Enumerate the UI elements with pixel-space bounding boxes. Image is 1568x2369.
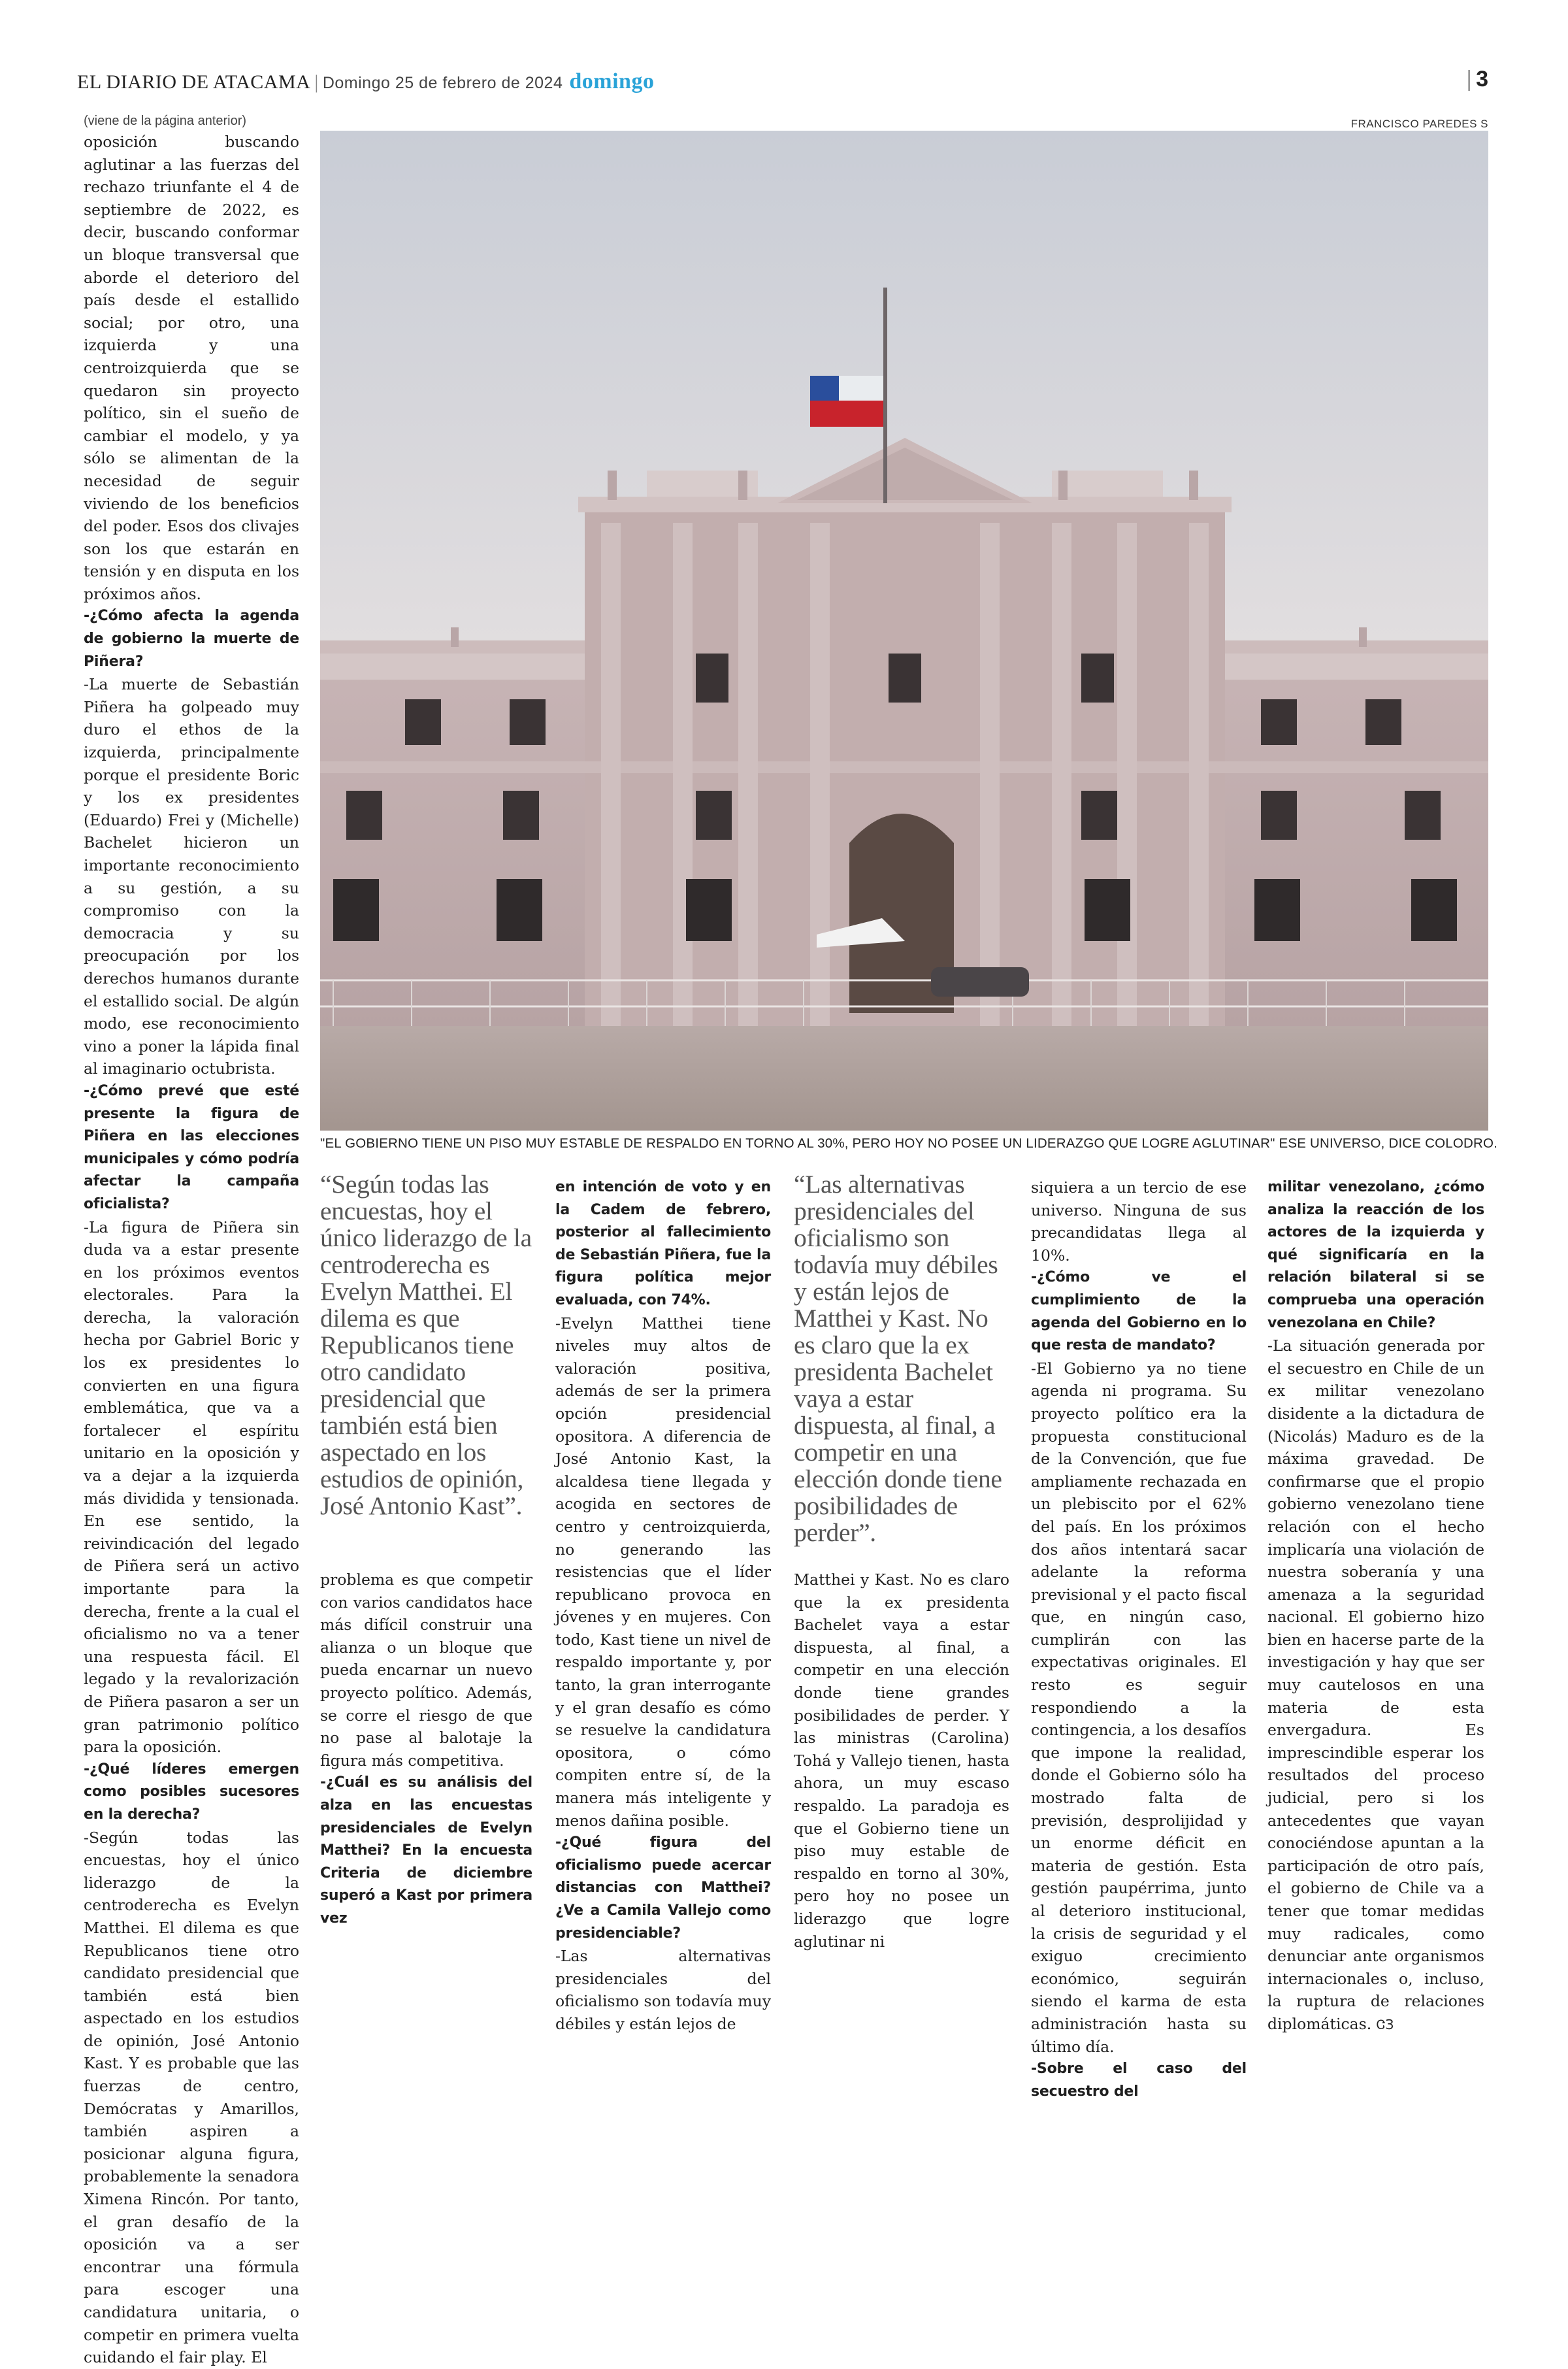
interview-question: en intención de voto y en la Cadem de febrero, posterior al fallecimiento de Sebastián Piñera, fue la figura política mejor evaluada, con 74%. — [555, 1179, 771, 1308]
article-column-5 — [1031, 1176, 1247, 2103]
end-of-article-mark: ᏣЗ — [1376, 2016, 1394, 2032]
interview-question: -¿Cuál es su análisis del alza en las encuestas presidenciales de Evelyn Matthei? En la encuesta Criteria de diciembre superó a Kast por primera vez — [320, 1774, 532, 1927]
paragraph — [1267, 1334, 1484, 2036]
photo-credit: FRANCISCO PAREDES S — [1350, 118, 1488, 130]
page-header — [77, 67, 1488, 97]
interview-question: -¿Cómo afecta la agenda de gobierno la muerte de Piñera? — [84, 608, 299, 670]
paragraph: -Según todas las encuestas, hoy el único liderazgo de la centroderecha es Evelyn Matthei. El dilema es que Republicanos tiene otro candidato presidencial que también está bien aspectado en los estudios de opinión, José Antonio Kast. Y es probable que las fuerzas de centro, Demócratas y Amarillos, también aspiren a posicionar alguna figura, probablemente la senadora Ximena Rincón. Por tanto, el gran desafío de la oposición va a ser encontrar una fórmula para escoger una candidatura unitaria, o competir en primera vuelta cuidando el fair play. El — [84, 1828, 299, 2367]
interview-question: -¿Qué líderes emergen como posibles sucesores en la derecha? — [84, 1761, 299, 1823]
continued-note: (viene de la página anterior) — [84, 114, 247, 128]
article-column-4 — [794, 1568, 1009, 1953]
paragraph: problema es que competir con varios candidatos hace más difícil construir una alianza o un bloque que pueda encarnar un nuevo proyecto político. Además, se corre el riesgo de que no pase al balotaje la figura más competitiva. — [320, 1570, 532, 1770]
publication-name: EL DIARIO DE ATACAMA — [77, 71, 311, 93]
article-column-6 — [1267, 1176, 1484, 2036]
interview-question: militar venezolano, ¿cómo analiza la reacción de los actores de la izquierda y qué significaría en la relación bilateral si se comprueba una operación venezolana en Chile? — [1267, 1179, 1484, 1331]
pull-quote-right: “Las alternativas presidenciales del oficialismo son todavía muy débiles y están lejos de Matthei y Kast. No es claro que la ex presidenta Bachelet vaya a estar dispuesta, al final, a competir en una elección donde tiene posibilidades de perder”. — [794, 1170, 1002, 1547]
paragraph: oposición buscando aglutinar a las fuerzas del rechazo triunfante el 4 de septiembre de 2022, es decir, buscando conformar un bloque transversal que aborde el deterioro del país desde el estallido social; por otro, una izquierda y una centroizquierda que se quedaron sin proyecto político, sin el sueño de cambiar el modelo, y ya sólo se alimentan de la necesidad de seguir viviendo de los beneficios del poder. Esos dos clivajes son los que estarán en tensión y en disputa en los próximos años. — [84, 133, 299, 603]
article-column-3 — [555, 1176, 771, 2036]
paragraph-text: -La situación generada por el secuestro en Chile de un ex militar venezolano disidente a la dictadura de (Nicolás) Maduro es de la máxima gravedad. De confirmarse que el propio gobierno venezolano tiene relación con el hecho implicaría una violación de nuestra soberanía y una amenaza a la seguridad nacional. El gobierno hizo bien en hacerse parte de la investigación y hay que ser muy cautelosos en una materia de esta envergadura. Es imprescindible esperar los resultados del proceso judicial, pero si los antecedentes que vayan conociéndose apuntan a la participación de otro país, el gobierno de Chile va a tener que tomar medidas muy radicales, como denunciar ante organismos internacionales o, incluso, la ruptura de relaciones diplomáticas. — [1267, 1336, 1484, 2033]
paragraph: -El Gobierno ya no tiene agenda ni programa. Su proyecto político era la propuesta constitucional de la Convención, que fue ampliamente rechazada en un plebiscito por el 62% del país. En los próximos dos años intentará sacar adelante la reforma previsional y el pacto fiscal que, en ningún caso, cumplirán con las expectativas originales. El resto es seguir respondiendo a la contingencia, a los desafíos que impone la realidad, donde el Gobierno sólo ha mostrado falta de previsión, desprolijidad y un enorme déficit en materia de gestión. Esta gestión paupérrima, junto al deterioro institucional, la crisis de seguridad y el exiguo crecimiento económico, seguirán siendo el karma de esta administración hasta su último día. — [1031, 1359, 1247, 2056]
la-moneda-palace-photo — [320, 131, 1488, 1131]
paragraph: -La muerte de Sebastián Piñera ha golpeado muy duro el ethos de la izquierda, principalmente porque el presidente Boric y los ex presidentes (Eduardo) Frei y (Michelle) Bachelet hicieron un importante reconocimiento a su gestión, a su compromiso con la democracia y su preocupación por los derechos humanos durante el estallido social. De algún modo, ese reconocimiento vino a poner la lápida final al imaginario octubrista. — [84, 675, 299, 1078]
interview-question: -¿Qué figura del oficialismo puede acercar distancias con Matthei? ¿Ve a Camila Vallejo como presidenciable? — [555, 1834, 771, 1942]
paragraph: Matthei y Kast. No es claro que la ex presidenta Bachelet vaya a estar dispuesta, al final, a competir en una elección donde tiene grandes posibilidades de perder. Y las ministras (Carolina) Tohá y Vallejo tienen, hasta ahora, un muy escaso respaldo. La paradoja es que el Gobierno tiene un piso muy estable de respaldo en torno al 30%, pero hoy no posee un liderazgo que logre aglutinar ni — [794, 1570, 1009, 1951]
header-separator: | — [314, 71, 319, 93]
issue-date: Domingo 25 de febrero de 2024 — [322, 74, 563, 92]
interview-question: -¿Cómo prevé que esté presente la figura de Piñera en las elecciones municipales y cómo podría afectar la campaña oficialista? — [84, 1082, 299, 1212]
photo-caption: "EL GOBIERNO TIENE UN PISO MUY ESTABLE DE RESPALDO EN TORNO AL 30%, PERO HOY NO POSEE UN LIDERAZGO QUE LOGRE AGLUTINAR" ESE UNIVERSO, DICE COLODRO. — [320, 1136, 1498, 1151]
paragraph: -Las alternativas presidenciales del oficialismo son todavía muy débiles y están lejos de — [555, 1947, 771, 2033]
article-column-2 — [320, 1568, 532, 1930]
paragraph: -La figura de Piñera sin duda va a estar presente en los próximos eventos electorales. Para la derecha, la valoración hecha por Gabriel Boric y los ex presidentes lo convierten en una figura emblemática, que va a fortalecer el espíritu unitario en la oposición y va a dejar a la izquierda más dividida y tensionada. En ese sentido, la reivindicación del legado de Piñera será un activo importante para la derecha, frente a la cual el oficialismo no va a tener una respuesta fácil. El legado y la revalorización de Piñera pasaron a ser un gran patrimonio político para la oposición. — [84, 1218, 299, 1757]
interview-question: -Sobre el caso del secuestro del — [1031, 2061, 1247, 2100]
interview-question: -¿Cómo ve el cumplimiento de la agenda del Gobierno en lo que resta de mandato? — [1031, 1269, 1247, 1354]
pull-quote-left: “Según todas las encuestas, hoy el único liderazgo de la centroderecha es Evelyn Matthei. El dilema es que Republicanos tiene otro candidato presidencial que también está bien aspectado en los estudios de opinión, José Antonio Kast”. — [320, 1170, 532, 1520]
masthead — [77, 69, 654, 94]
article-column-1 — [84, 131, 299, 2369]
paragraph: -Evelyn Matthei tiene niveles muy altos de valoración positiva, además de ser la primera opción presidencial opositora. A diferencia de José Antonio Kast, la alcaldesa tiene llegada y acogida en sectores de centro y centroizquierda, no generando las resistencias que el líder republicano provoca en jóvenes y en mujeres. Con todo, Kast tiene un nivel de respaldo importante y, por tanto, la gran interrogante y el gran desafío es cómo se resuelve la candidatura opositora, o cómo compiten entre sí, de la manera más inteligente y menos dañina posible. — [555, 1314, 771, 1830]
paragraph: siquiera a un tercio de ese universo. Ninguna de sus precandidatas llega al 10%. — [1031, 1178, 1247, 1265]
section-name: domingo — [569, 69, 655, 93]
page-number: | 3 — [1466, 67, 1488, 91]
